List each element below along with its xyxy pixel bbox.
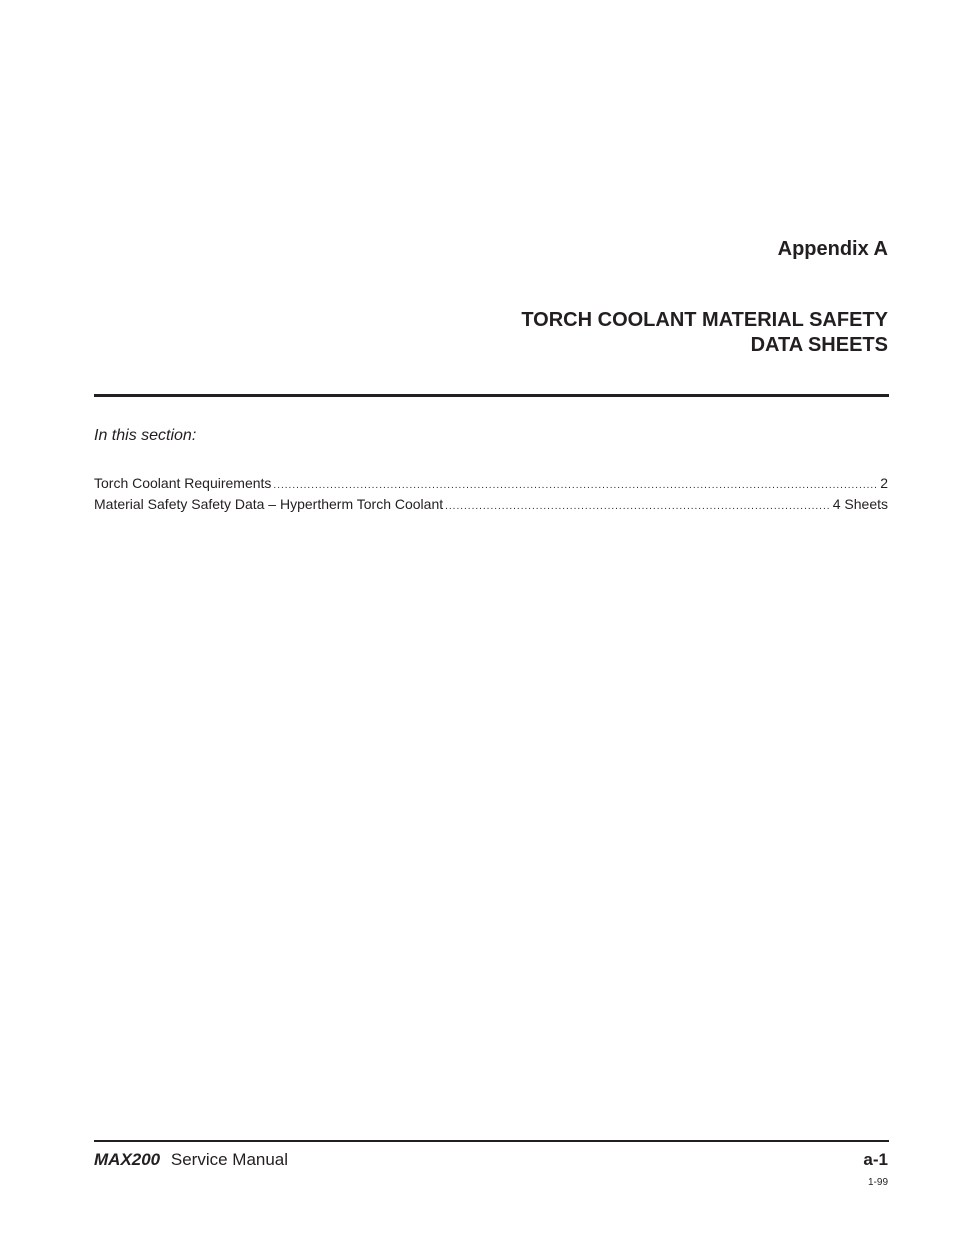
- section-title-line-1: TORCH COOLANT MATERIAL SAFETY: [521, 309, 888, 331]
- section-title: [521, 308, 888, 358]
- date-code: 1-99: [867, 1177, 888, 1188]
- toc-entry-msds: [94, 494, 888, 515]
- toc-leader-dots: [445, 496, 831, 517]
- manual-name: Service Manual: [170, 1150, 289, 1169]
- toc-entry-coolant-requirements: [94, 473, 888, 494]
- in-this-section-label: In this section:: [94, 427, 197, 444]
- toc-entry-label: Material Safety Safety Data – Hypertherm Torch Coolant: [94, 496, 444, 512]
- appendix-title: Appendix A: [777, 238, 888, 260]
- toc-leader-dots: [273, 475, 878, 496]
- table-of-contents: [94, 473, 888, 515]
- product-name: MAX200: [94, 1150, 161, 1169]
- footer-divider: [94, 1140, 889, 1142]
- toc-entry-page: 2: [880, 475, 888, 491]
- section-title-line-2: DATA SHEETS: [750, 334, 888, 356]
- toc-entry-page: 4 Sheets: [832, 496, 888, 512]
- footer-manual-title: [94, 1150, 288, 1170]
- toc-entry-label: Torch Coolant Requirements: [94, 475, 272, 491]
- top-divider: [94, 394, 889, 397]
- page-number: a-1: [863, 1150, 888, 1169]
